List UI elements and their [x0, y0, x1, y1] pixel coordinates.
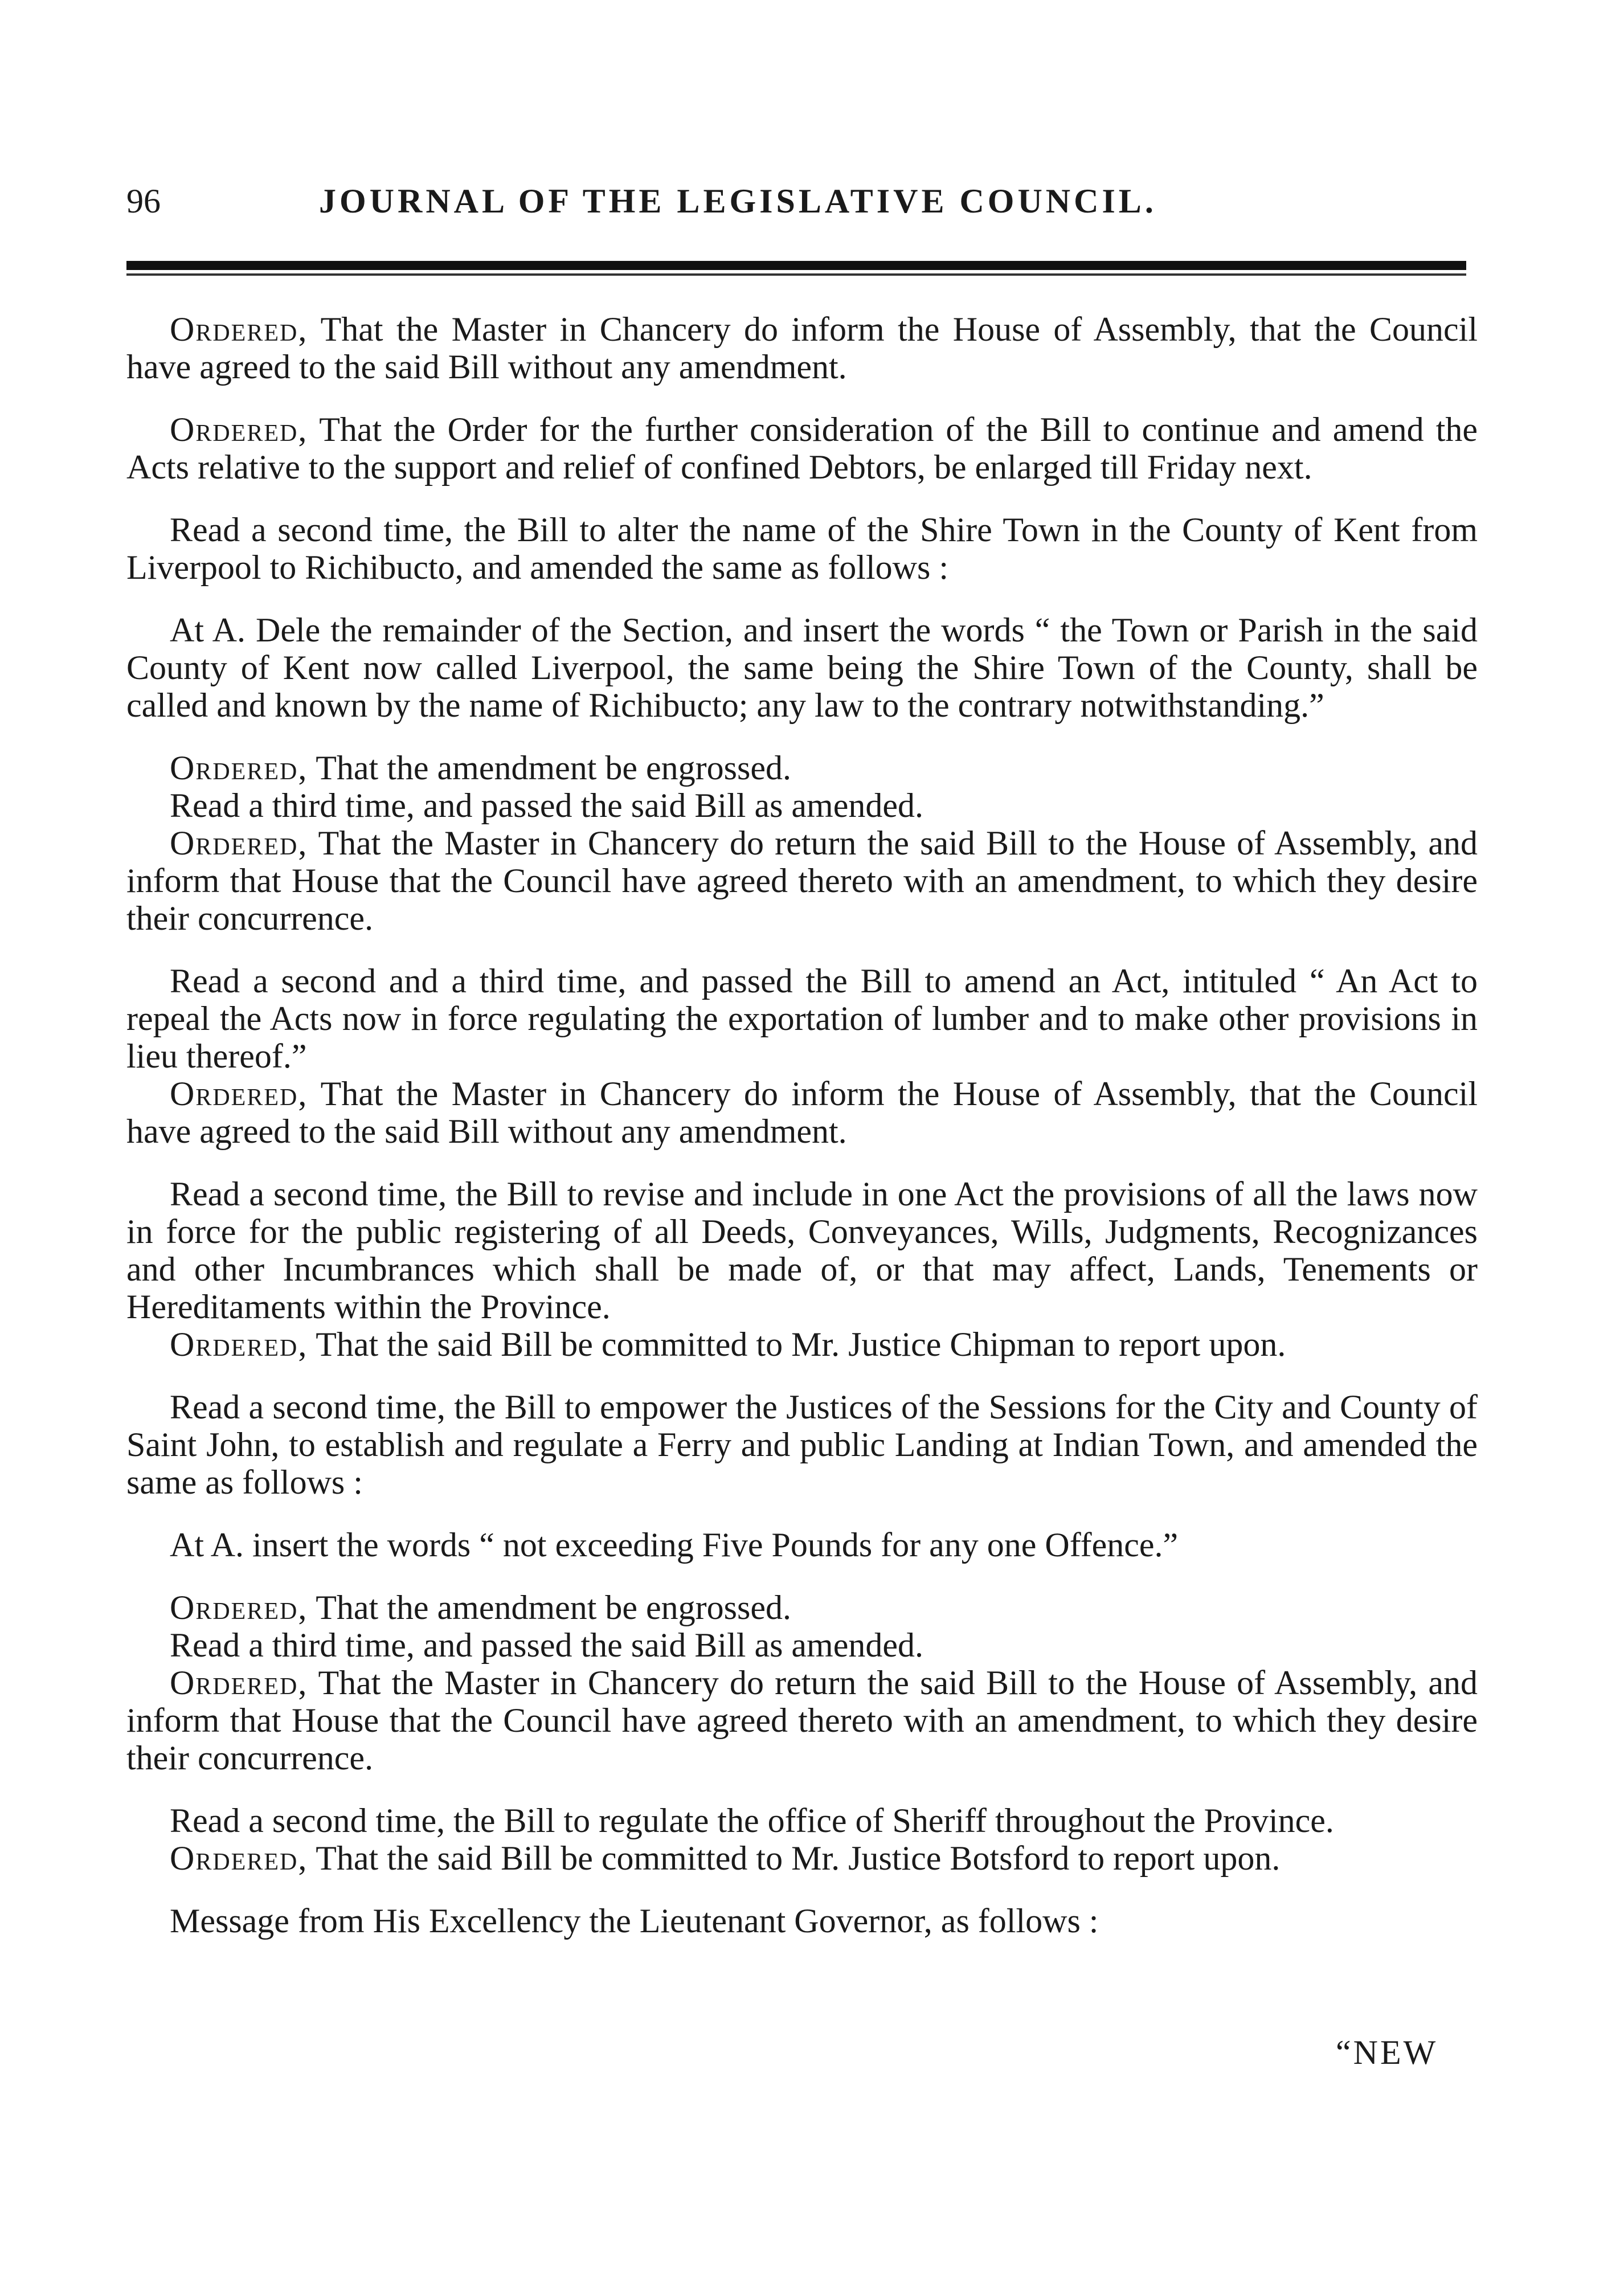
- running-title: JOURNAL OF THE LEGISLATIVE COUNCIL.: [319, 182, 1157, 220]
- paragraph: Ordered, That the Master in Chancery do return the said Bill to the House of Assembly, and inform that House that the Council have agreed thereto with an amendment, to which they desire their concurrence.: [126, 1664, 1478, 1777]
- ordered-label: Ordered,: [170, 310, 308, 348]
- ordered-label: Ordered,: [170, 1326, 308, 1363]
- paragraph: Read a second and a third time, and passed the Bill to amend an Act, intituled “ An Act to repeal the Acts now in force regulating the exportation of lumber and to make other provisions in lieu thereof.”: [126, 962, 1478, 1075]
- paragraph: Read a second time, the Bill to regulate the office of Sheriff throughout the Province.: [170, 1802, 1334, 1839]
- header-rule: [126, 261, 1466, 270]
- ordered-label: Ordered,: [170, 1075, 308, 1113]
- ordered-label: Ordered,: [170, 1589, 308, 1626]
- ordered-label: Ordered,: [170, 749, 308, 787]
- paragraph: Read a third time, and passed the said Bill as amended.: [170, 1626, 923, 1664]
- ordered-label: Ordered,: [170, 411, 308, 448]
- paragraph: Ordered, That the Master in Chancery do return the said Bill to the House of Assembly, and inform that House that the Council have agreed thereto with an amendment, to which they desire their concurrence.: [126, 824, 1478, 937]
- paragraph: At A. Dele the remainder of the Section, and insert the words “ the Town or Parish in the said County of Kent now called Liverpool, the same being the Shire Town of the County, shall be called and known by the name of Richibucto; any law to the contrary notwithstanding.”: [126, 611, 1478, 724]
- journal-body: [126, 310, 1478, 1965]
- paragraph: Ordered, That the said Bill be committed to Mr. Justice Chipman to report upon.: [170, 1326, 1286, 1363]
- ordered-label: Ordered,: [170, 1664, 308, 1702]
- paragraph: Ordered, That the said Bill be committed to Mr. Justice Botsford to report upon.: [170, 1839, 1281, 1877]
- ordered-label: Ordered,: [170, 1839, 308, 1877]
- catchword: “NEW: [1336, 2034, 1438, 2071]
- paragraph: Ordered, That the amendment be engrossed.: [170, 1589, 791, 1626]
- paragraph: Read a second time, the Bill to revise and include in one Act the provisions of all the laws now in force for the public registering of all Deeds, Conveyances, Wills, Judgments, Recognizances and other Incumbrances which shall be made of, or that may affect, Lands, Tenements or Hereditaments within the Province.: [126, 1175, 1478, 1326]
- paragraph: Read a third time, and passed the said Bill as amended.: [170, 787, 923, 824]
- paragraph: Message from His Excellency the Lieutenant Governor, as follows :: [170, 1902, 1099, 1940]
- paragraph: Ordered, That the Master in Chancery do inform the House of Assembly, that the Council have agreed to the said Bill without any amendment.: [126, 310, 1478, 386]
- header-rule-thin: [126, 273, 1466, 276]
- paragraph: Ordered, That the amendment be engrossed.: [170, 749, 791, 787]
- ordered-label: Ordered,: [170, 824, 308, 862]
- paragraph: Read a second time, the Bill to empower the Justices of the Sessions for the City and County of Saint John, to establish and regulate a Ferry and public Landing at Indian Town, and amended the same as follows :: [126, 1388, 1478, 1501]
- paragraph: At A. insert the words “ not exceeding Five Pounds for any one Offence.”: [170, 1526, 1179, 1564]
- paragraph: Ordered, That the Order for the further consideration of the Bill to continue and amend the Acts relative to the support and relief of confined Debtors, be enlarged till Friday next.: [126, 411, 1478, 486]
- page-number: 96: [126, 182, 161, 220]
- paragraph: Read a second time, the Bill to alter the name of the Shire Town in the County of Kent from Liverpool to Richibucto, and amended the same as follows :: [126, 511, 1478, 586]
- paragraph: Ordered, That the Master in Chancery do inform the House of Assembly, that the Council have agreed to the said Bill without any amendment.: [126, 1075, 1478, 1150]
